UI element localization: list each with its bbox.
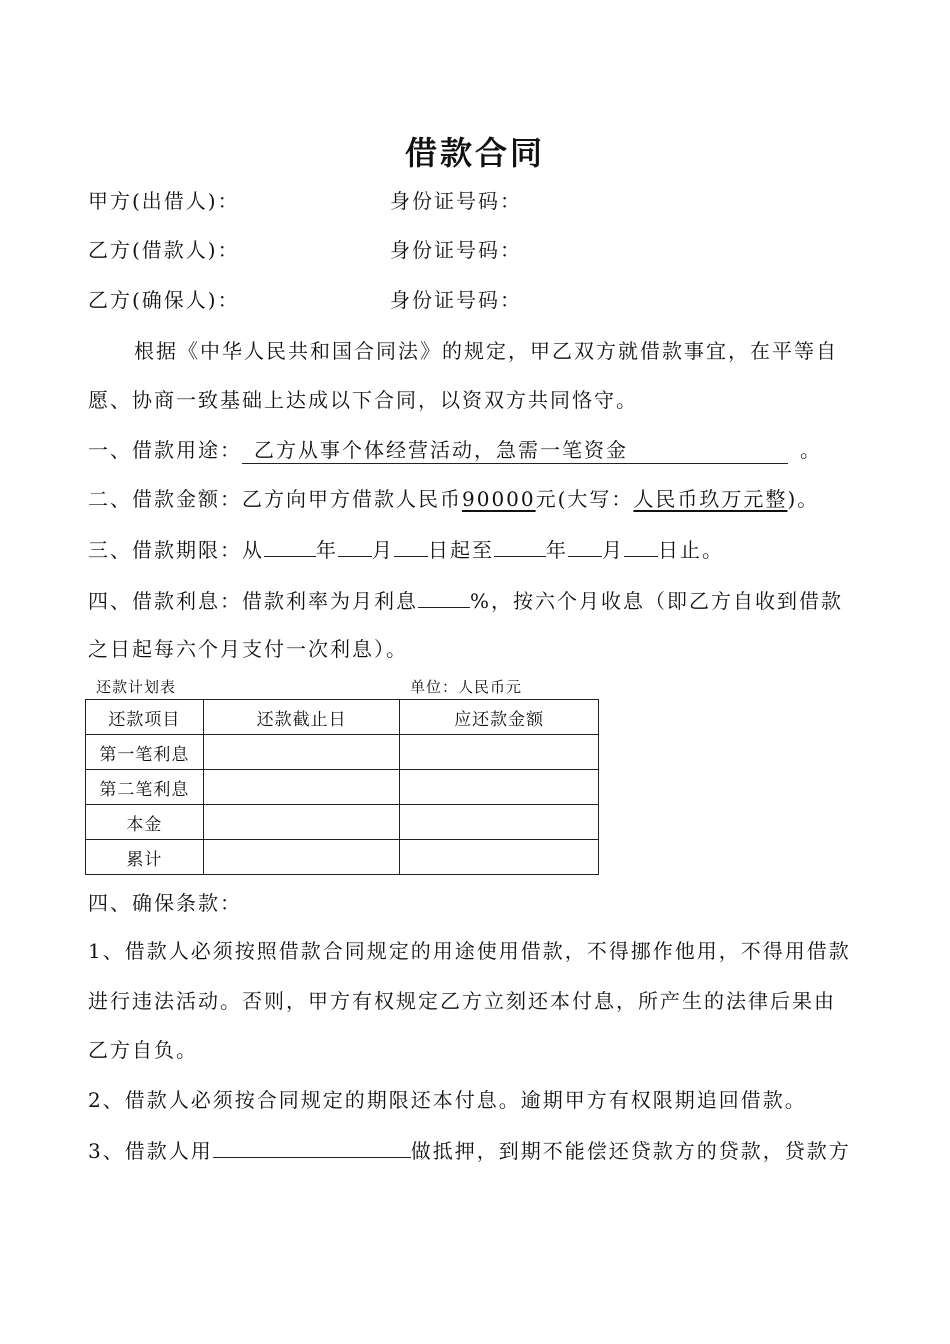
column-header: 还款项目	[86, 700, 204, 735]
month-label-2: 月	[602, 538, 624, 562]
collateral-blank[interactable]	[213, 1137, 411, 1158]
clause-interest-label: 四、借款利息：借款利率为月利息	[88, 589, 418, 613]
guarantee-item-2: 2、借款人必须按合同规定的期限还本付息。逾期甲方有权限期追回借款。	[88, 1088, 807, 1112]
guarantee-item-3	[88, 1137, 851, 1164]
table-cell-amount[interactable]	[400, 735, 599, 770]
clause-purpose-label: 一、借款用途：	[88, 438, 242, 462]
intro-line-2: 愿、协商一致基础上达成以下合同，以资双方共同恪守。	[88, 388, 638, 412]
document-title: 借款合同	[404, 134, 545, 172]
guarantee-heading: 四、确保条款：	[88, 891, 242, 915]
table-cell-item: 第一笔利息	[86, 735, 204, 770]
clause-purpose-value: 乙方从事个体经营活动，急需一笔资金	[242, 437, 788, 464]
table-row	[86, 735, 599, 770]
table-cell-amount[interactable]	[400, 770, 599, 805]
clause-amount-mid: 元(大写：	[535, 487, 634, 511]
clause-interest	[88, 587, 843, 614]
start-day-blank[interactable]	[394, 536, 428, 557]
clause-interest-line-2: 之日起每六个月支付一次利息）。	[88, 637, 408, 661]
year-label-2: 年	[546, 538, 568, 562]
clause-term-label: 三、借款期限：从	[88, 538, 264, 562]
table-cell-deadline[interactable]	[203, 735, 400, 770]
year-label-1: 年	[316, 538, 338, 562]
loan-amount: 90000	[462, 487, 536, 511]
end-year-blank[interactable]	[494, 536, 546, 557]
table-cell-deadline[interactable]	[203, 840, 400, 875]
plan-table-unit: 单位：人民币元	[410, 678, 523, 696]
repayment-plan-table	[85, 699, 599, 875]
column-header: 应还款金额	[400, 700, 599, 735]
guarantee-item-3-end: 做抵押，到期不能偿还贷款方的贷款，贷款方	[410, 1139, 851, 1163]
interest-rate-blank[interactable]	[418, 587, 470, 608]
table-row	[86, 840, 599, 875]
borrower-id-label: 身份证号码：	[390, 238, 522, 262]
clause-amount	[88, 486, 819, 512]
lender-id-label: 身份证号码：	[390, 189, 522, 213]
loan-amount-words: 人民币玖万元整	[633, 487, 788, 511]
table-cell-amount[interactable]	[400, 840, 599, 875]
month-label-1: 月	[372, 538, 394, 562]
clause-term	[88, 536, 724, 563]
end-day-blank[interactable]	[624, 536, 658, 557]
clause-purpose-end: 。	[800, 438, 822, 462]
day-to-label: 日止。	[658, 538, 724, 562]
start-month-blank[interactable]	[338, 536, 372, 557]
lender-label: 甲方(出借人)：	[88, 189, 240, 213]
table-cell-item: 本金	[86, 805, 204, 840]
guarantee-item-1-line-1: 1、借款人必须按照借款合同规定的用途使用借款，不得挪作他用，不得用借款	[88, 939, 851, 963]
guarantee-item-1-line-2: 进行违法活动。否则，甲方有权规定乙方立刻还本付息，所产生的法律后果由	[88, 989, 836, 1013]
intro-line-1: 根据《中华人民共和国合同法》的规定，甲乙双方就借款事宜，在平等自	[134, 339, 838, 363]
table-cell-amount[interactable]	[400, 805, 599, 840]
start-year-blank[interactable]	[264, 536, 316, 557]
clause-amount-end: )。	[787, 487, 820, 511]
table-row	[86, 805, 599, 840]
clause-interest-rest: ，按六个月收息（即乙方自收到借款	[491, 589, 844, 613]
end-month-blank[interactable]	[568, 536, 602, 557]
clause-amount-label: 二、借款金额：乙方向甲方借款人民币	[88, 487, 462, 511]
day-from-label: 日起至	[428, 538, 494, 562]
table-row	[86, 770, 599, 805]
clause-purpose	[88, 437, 822, 464]
table-cell-item: 第二笔利息	[86, 770, 204, 805]
table-header-row	[86, 700, 599, 735]
guarantor-label: 乙方(确保人)：	[88, 288, 240, 312]
plan-table-caption: 还款计划表	[96, 678, 177, 696]
table-cell-deadline[interactable]	[203, 770, 400, 805]
percent-sign: %	[470, 589, 492, 613]
guarantee-item-3-start: 3、借款人用	[88, 1139, 213, 1163]
table-cell-item: 累计	[86, 840, 204, 875]
borrower-label: 乙方(借款人)：	[88, 238, 240, 262]
table-cell-deadline[interactable]	[203, 805, 400, 840]
guarantee-item-1-line-3: 乙方自负。	[88, 1038, 198, 1062]
guarantor-id-label: 身份证号码：	[390, 288, 522, 312]
column-header: 还款截止日	[203, 700, 400, 735]
